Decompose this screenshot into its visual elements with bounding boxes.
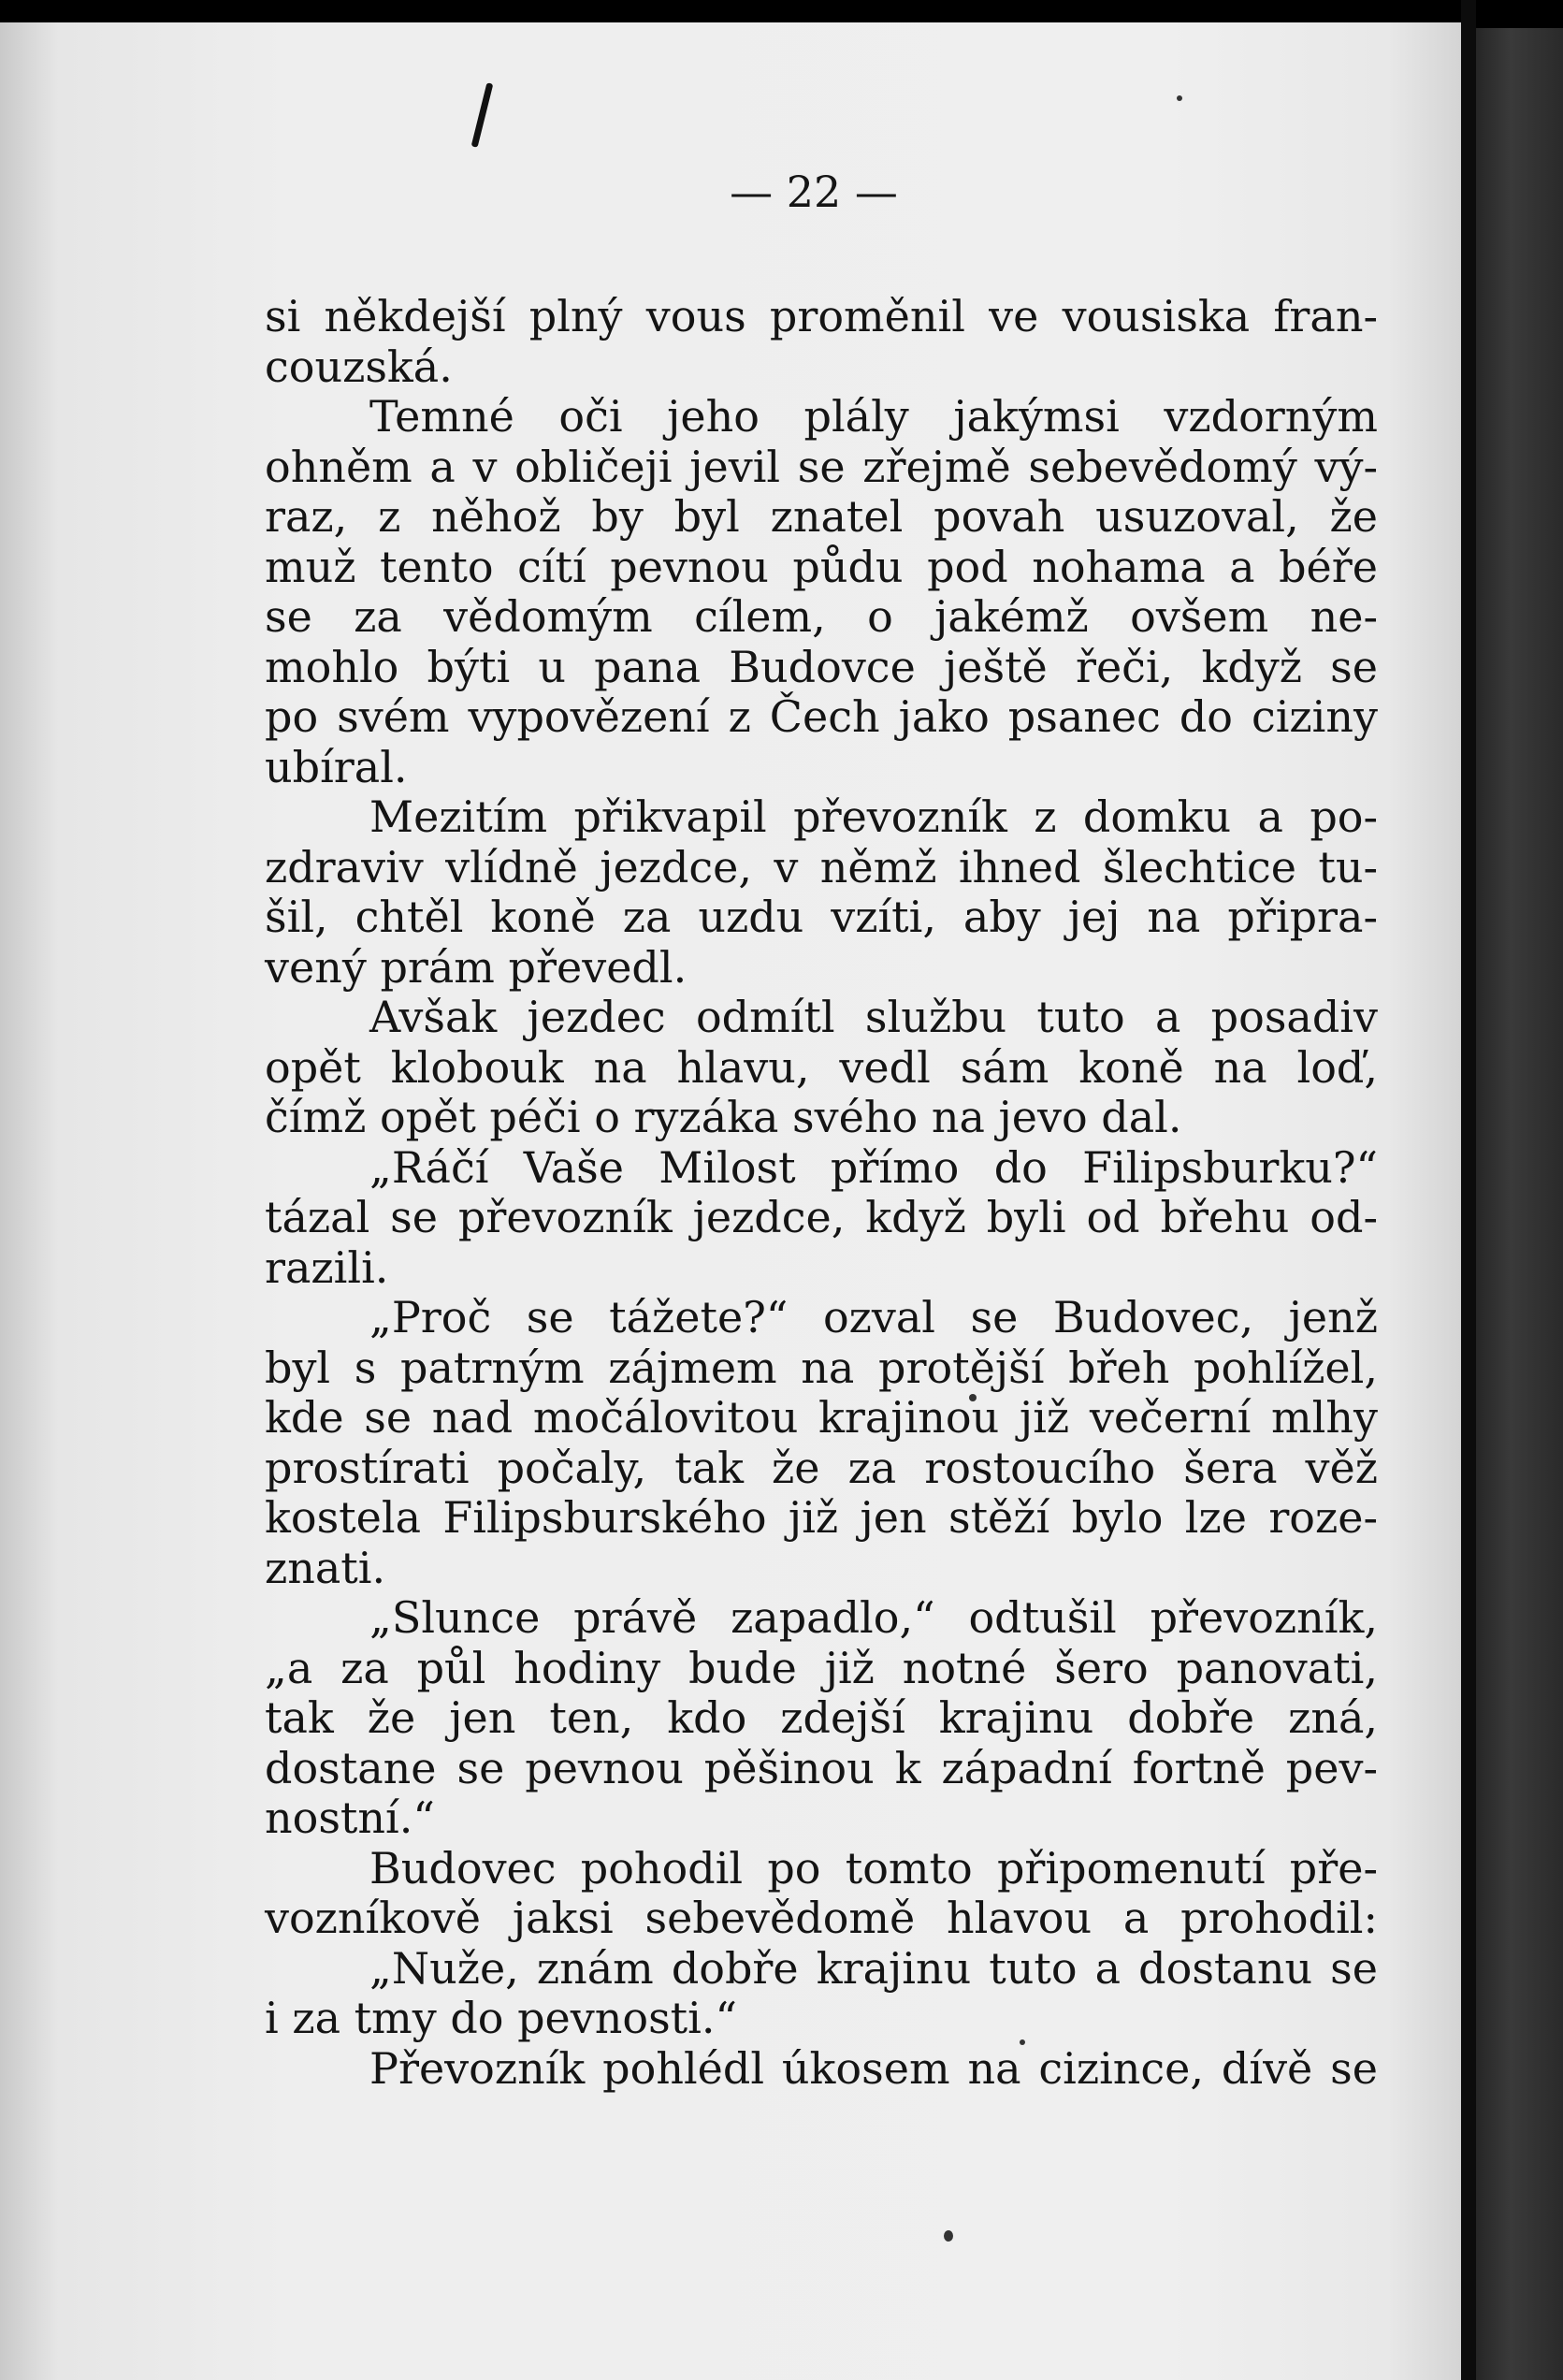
text-line: mohlo býti u pana Budovce ještě řeči, když se bbox=[265, 641, 1378, 692]
text-line: dostane se pevnou pěšinou k západní fortně pev- bbox=[265, 1742, 1378, 1793]
text-line: šil, chtěl koně za uzdu vzíti, aby jej na připra- bbox=[265, 892, 1378, 942]
text-line: i za tmy do pevnosti.“ bbox=[265, 1993, 738, 2043]
text-line: „a za půl hodiny bude již notné šero panovati, bbox=[265, 1642, 1378, 1693]
text-line: zdraviv vlídně jezdce, v němž ihned šlechtice tu- bbox=[265, 841, 1378, 892]
text-line: muž tento cítí pevnou půdu pod nohama a béře bbox=[265, 541, 1378, 592]
text-line: raz, z něhož by byl znatel povah usuzoval, že bbox=[265, 491, 1378, 542]
text-line: vený prám převedl. bbox=[265, 941, 687, 993]
text-line: čímž opět péči o ryzáka svého na jevo dal. bbox=[265, 1092, 1182, 1142]
page-number: — 22 — bbox=[730, 167, 898, 217]
page-gutter-shadow bbox=[1461, 0, 1476, 2380]
text-line: byl s patrným zájmem na protější břeh pohlížel, bbox=[265, 1342, 1378, 1393]
text-line: ohněm a v obličeji jevil se zřejmě sebevědomý vý- bbox=[265, 441, 1378, 492]
next-page-edge bbox=[1476, 28, 1563, 2380]
text-line: tázal se převozník jezdce, když byli od břehu od- bbox=[265, 1192, 1378, 1242]
text-line: „Proč se tážete?“ ozval se Budovec, jenž bbox=[369, 1292, 1378, 1342]
text-line: „Ráčí Vaše Milost přímo do Filipsburku?“ bbox=[369, 1141, 1378, 1193]
text-line: „Slunce právě zapadlo,“ odtušil převozník, bbox=[369, 1592, 1378, 1643]
text-line: „Nuže, znám dobře krajinu tuto a dostanu se bbox=[369, 1942, 1378, 1994]
text-line: Převozník pohlédl úkosem na cizince, dívě se bbox=[369, 2042, 1378, 2094]
text-line: si někdejší plný vous proměnil ve vousiska fran- bbox=[265, 291, 1378, 341]
text-line: vozníkově jaksi sebevědomě hlavou a prohodil: bbox=[265, 1893, 1378, 1943]
paper-speck bbox=[944, 2230, 953, 2242]
text-line: Mezitím přikvapil převozník z domku a po- bbox=[369, 791, 1378, 842]
text-line: se za vědomým cílem, o jakémž ovšem ne- bbox=[265, 591, 1378, 642]
text-line: po svém vypovězení z Čech jako psanec do ciziny bbox=[265, 691, 1378, 742]
text-line: Budovec pohodil po tomto připomenutí pře- bbox=[369, 1842, 1378, 1894]
paper-speck bbox=[1177, 95, 1182, 101]
text-line: Avšak jezdec odmítl službu tuto a posadiv bbox=[369, 992, 1378, 1042]
text-line: znati. bbox=[265, 1542, 386, 1593]
text-line: ubíral. bbox=[265, 741, 408, 792]
text-line: couzská. bbox=[265, 341, 453, 392]
text-line: nostní.“ bbox=[265, 1792, 435, 1843]
text-line: opět klobouk na hlavu, vedl sám koně na loď, bbox=[265, 1041, 1378, 1093]
body-text bbox=[265, 292, 1378, 2094]
text-line: kde se nad močálovitou krajinou již večerní mlhy bbox=[265, 1392, 1378, 1443]
text-line: razili. bbox=[265, 1241, 389, 1293]
text-line: kostela Filipsburského již jen stěží bylo lze roze- bbox=[265, 1492, 1378, 1543]
text-line: Temné oči jeho plály jakýmsi vzdorným bbox=[369, 391, 1378, 442]
text-line: prostírati počaly, tak že za rostoucího šera věž bbox=[265, 1442, 1378, 1493]
text-line: tak že jen ten, kdo zdejší krajinu dobře zná, bbox=[265, 1692, 1378, 1743]
